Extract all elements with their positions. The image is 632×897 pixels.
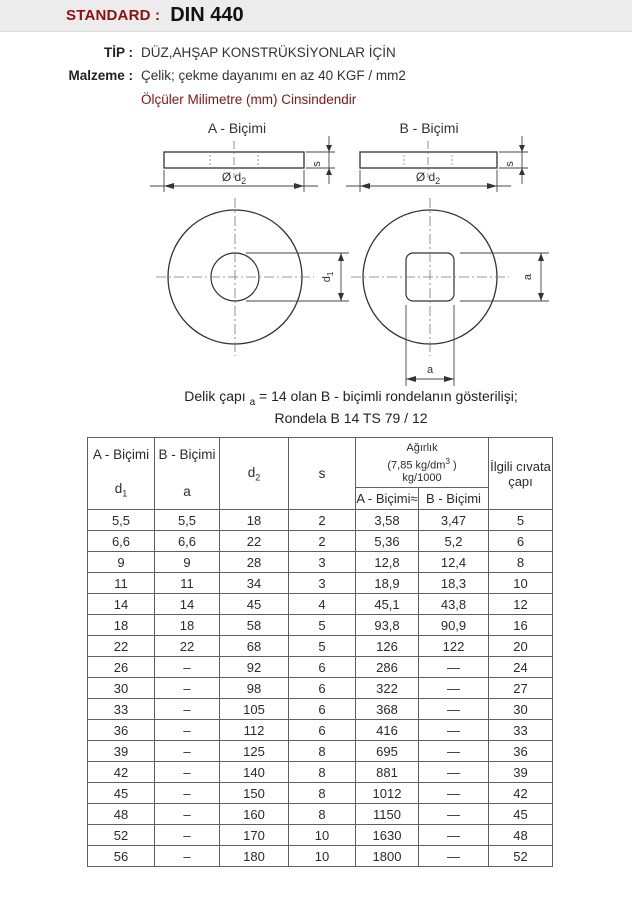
- cell-d2: 28: [220, 552, 289, 573]
- cell-d1: 26: [88, 657, 155, 678]
- technical-drawing: [0, 115, 632, 393]
- standard-label: STANDARD :: [66, 7, 161, 24]
- cell-weight-b: —: [419, 846, 489, 867]
- col-header-a: B - Biçimi a: [155, 438, 220, 510]
- table-header-row: [88, 438, 553, 488]
- spec-table: [87, 437, 553, 867]
- cell-d2: 68: [220, 636, 289, 657]
- cell-d2: 22: [220, 531, 289, 552]
- cell-weight-a: 1630: [356, 825, 419, 846]
- tip-value: DÜZ,AHŞAP KONSTRÜKSİYONLAR İÇİN: [141, 45, 396, 60]
- cell-bolt: 52: [489, 846, 553, 867]
- cell-d2: 170: [220, 825, 289, 846]
- table-row: [88, 594, 553, 615]
- a-view-title: A - Biçimi: [207, 120, 267, 136]
- cell-d1: 22: [88, 636, 155, 657]
- cell-weight-a: 368: [356, 699, 419, 720]
- cell-weight-a: 695: [356, 741, 419, 762]
- cell-bolt: 5: [489, 510, 553, 531]
- cell-d2: 112: [220, 720, 289, 741]
- cell-d1: 42: [88, 762, 155, 783]
- cell-d1: 30: [88, 678, 155, 699]
- cell-d1: 9: [88, 552, 155, 573]
- table-row: [88, 552, 553, 573]
- b-view-title: B - Biçimi: [399, 120, 459, 136]
- cell-bolt: 20: [489, 636, 553, 657]
- cell-bolt: 8: [489, 552, 553, 573]
- cell-bolt: 48: [489, 825, 553, 846]
- table-row: [88, 657, 553, 678]
- cell-bolt: 33: [489, 720, 553, 741]
- table-row: [88, 636, 553, 657]
- cell-bolt: 39: [489, 762, 553, 783]
- cell-d2: 180: [220, 846, 289, 867]
- cell-weight-b: —: [419, 762, 489, 783]
- cell-bolt: 10: [489, 573, 553, 594]
- col-header-weight-a: A - Biçimi≈: [356, 488, 419, 510]
- cell-weight-b: —: [419, 741, 489, 762]
- table-body: [88, 510, 553, 867]
- cell-a: 14: [155, 594, 220, 615]
- washer-b-section: [360, 152, 497, 168]
- cell-weight-a: 93,8: [356, 615, 419, 636]
- cell-weight-b: 122: [419, 636, 489, 657]
- table-row: [88, 615, 553, 636]
- malzeme-line: [0, 68, 632, 84]
- standard-value: DIN 440: [170, 4, 244, 26]
- cell-s: 6: [289, 678, 356, 699]
- cell-s: 5: [289, 636, 356, 657]
- table-row: [88, 510, 553, 531]
- cell-s: 6: [289, 657, 356, 678]
- dim-a-vertical-label: a: [522, 273, 534, 281]
- cell-weight-b: 43,8: [419, 594, 489, 615]
- table-row: [88, 762, 553, 783]
- cell-d1: 33: [88, 699, 155, 720]
- cell-d2: 18: [220, 510, 289, 531]
- cell-d2: 58: [220, 615, 289, 636]
- cell-s: 2: [289, 510, 356, 531]
- cell-weight-b: 5,2: [419, 531, 489, 552]
- cell-bolt: 12: [489, 594, 553, 615]
- cell-weight-b: —: [419, 657, 489, 678]
- cell-weight-b: —: [419, 678, 489, 699]
- cell-s: 8: [289, 762, 356, 783]
- cell-bolt: 45: [489, 804, 553, 825]
- units-note: Ölçüler Milimetre (mm) Cinsindendir: [141, 92, 357, 107]
- cell-a: 11: [155, 573, 220, 594]
- caption-line2: Rondela B 14 TS 79 / 12: [274, 409, 428, 426]
- table-row: [88, 825, 553, 846]
- cell-s: 10: [289, 846, 356, 867]
- dim-d2-label-a: Ø $d_2$: [221, 170, 247, 186]
- tip-label: TİP :: [103, 45, 133, 60]
- cell-weight-b: —: [419, 720, 489, 741]
- dim-d2-label-b: Ø $d_2$: [415, 170, 441, 186]
- cell-a: 22: [155, 636, 220, 657]
- col-header-bolt: İlgili cıvata çapı: [489, 438, 553, 510]
- table-row: [88, 741, 553, 762]
- col-header-weight-b: B - Biçimi: [419, 488, 489, 510]
- cell-weight-a: 416: [356, 720, 419, 741]
- cell-weight-b: —: [419, 783, 489, 804]
- cell-d1: 5,5: [88, 510, 155, 531]
- cell-a: –: [155, 678, 220, 699]
- cell-d1: 11: [88, 573, 155, 594]
- cell-weight-b: 18,3: [419, 573, 489, 594]
- cell-d2: 125: [220, 741, 289, 762]
- cell-weight-a: 45,1: [356, 594, 419, 615]
- table-row: [88, 783, 553, 804]
- front-view-a: [156, 198, 349, 356]
- cell-s: 3: [289, 552, 356, 573]
- cell-s: 6: [289, 720, 356, 741]
- cell-d1: 14: [88, 594, 155, 615]
- cell-a: –: [155, 699, 220, 720]
- cell-bolt: 42: [489, 783, 553, 804]
- cell-a: 5,5: [155, 510, 220, 531]
- dim-d1-label: $d_1$: [321, 271, 335, 283]
- table-row: [88, 720, 553, 741]
- cell-a: 6,6: [155, 531, 220, 552]
- cell-d2: 34: [220, 573, 289, 594]
- cell-bolt: 24: [489, 657, 553, 678]
- cell-weight-a: 5,36: [356, 531, 419, 552]
- cell-d2: 92: [220, 657, 289, 678]
- cell-d1: 48: [88, 804, 155, 825]
- cell-a: –: [155, 825, 220, 846]
- section-view-a: [150, 120, 335, 192]
- table-row: [88, 804, 553, 825]
- col-header-d2: $d_2$: [220, 438, 289, 510]
- cell-weight-b: —: [419, 825, 489, 846]
- cell-a: –: [155, 846, 220, 867]
- dim-s-label-a: s: [311, 161, 323, 167]
- title-bar: [0, 0, 632, 32]
- cell-d2: 160: [220, 804, 289, 825]
- cell-s: 2: [289, 531, 356, 552]
- cell-s: 8: [289, 741, 356, 762]
- table-row: [88, 678, 553, 699]
- table-row: [88, 846, 553, 867]
- col-header-s: s: [289, 438, 356, 510]
- drawing-caption: [70, 388, 632, 426]
- cell-d2: 140: [220, 762, 289, 783]
- table-row: [88, 531, 553, 552]
- cell-s: 8: [289, 783, 356, 804]
- col-header-weight: Ağırlık (7,85 $kg/dm^3$ ) kg/1000: [356, 438, 489, 488]
- cell-d1: 39: [88, 741, 155, 762]
- cell-weight-a: 1150: [356, 804, 419, 825]
- dim-a-horizontal-label: a: [426, 364, 434, 376]
- table-row: [88, 573, 553, 594]
- malzeme-label: Malzeme :: [68, 68, 133, 83]
- cell-a: 9: [155, 552, 220, 573]
- tip-line: [0, 45, 632, 61]
- col-header-d1: A - Biçimi $d_1$: [88, 438, 155, 510]
- cell-a: –: [155, 783, 220, 804]
- cell-s: 10: [289, 825, 356, 846]
- cell-s: 8: [289, 804, 356, 825]
- cell-bolt: 27: [489, 678, 553, 699]
- cell-a: –: [155, 720, 220, 741]
- cell-a: –: [155, 804, 220, 825]
- cell-d1: 56: [88, 846, 155, 867]
- cell-a: 18: [155, 615, 220, 636]
- cell-weight-a: 126: [356, 636, 419, 657]
- caption-line1: Delik çapı $_a$ = 14 olan B - biçimli rondelanın gösterilişi;: [184, 388, 518, 408]
- cell-weight-b: 3,47: [419, 510, 489, 531]
- cell-weight-a: 3,58: [356, 510, 419, 531]
- cell-bolt: 30: [489, 699, 553, 720]
- cell-weight-b: 90,9: [419, 615, 489, 636]
- cell-s: 4: [289, 594, 356, 615]
- cell-weight-b: 12,4: [419, 552, 489, 573]
- cell-d1: 45: [88, 783, 155, 804]
- cell-weight-b: —: [419, 804, 489, 825]
- cell-weight-a: 286: [356, 657, 419, 678]
- cell-d1: 36: [88, 720, 155, 741]
- cell-weight-a: 12,8: [356, 552, 419, 573]
- cell-s: 5: [289, 615, 356, 636]
- cell-bolt: 6: [489, 531, 553, 552]
- front-view-b: [351, 198, 549, 386]
- cell-s: 3: [289, 573, 356, 594]
- malzeme-value: Çelik; çekme dayanımı en az 40 KGF / mm2: [141, 68, 406, 83]
- cell-a: –: [155, 762, 220, 783]
- section-view-b: [346, 120, 528, 192]
- cell-weight-a: 1012: [356, 783, 419, 804]
- cell-weight-b: —: [419, 699, 489, 720]
- cell-d2: 45: [220, 594, 289, 615]
- cell-weight-a: 322: [356, 678, 419, 699]
- cell-d1: 6,6: [88, 531, 155, 552]
- cell-weight-a: 1800: [356, 846, 419, 867]
- cell-d2: 105: [220, 699, 289, 720]
- table-row: [88, 699, 553, 720]
- cell-bolt: 16: [489, 615, 553, 636]
- cell-d1: 18: [88, 615, 155, 636]
- cell-weight-a: 881: [356, 762, 419, 783]
- cell-bolt: 36: [489, 741, 553, 762]
- cell-d1: 52: [88, 825, 155, 846]
- cell-weight-a: 18,9: [356, 573, 419, 594]
- cell-s: 6: [289, 699, 356, 720]
- cell-d2: 150: [220, 783, 289, 804]
- cell-d2: 98: [220, 678, 289, 699]
- cell-a: –: [155, 741, 220, 762]
- dim-s-label-b: s: [504, 161, 516, 167]
- cell-a: –: [155, 657, 220, 678]
